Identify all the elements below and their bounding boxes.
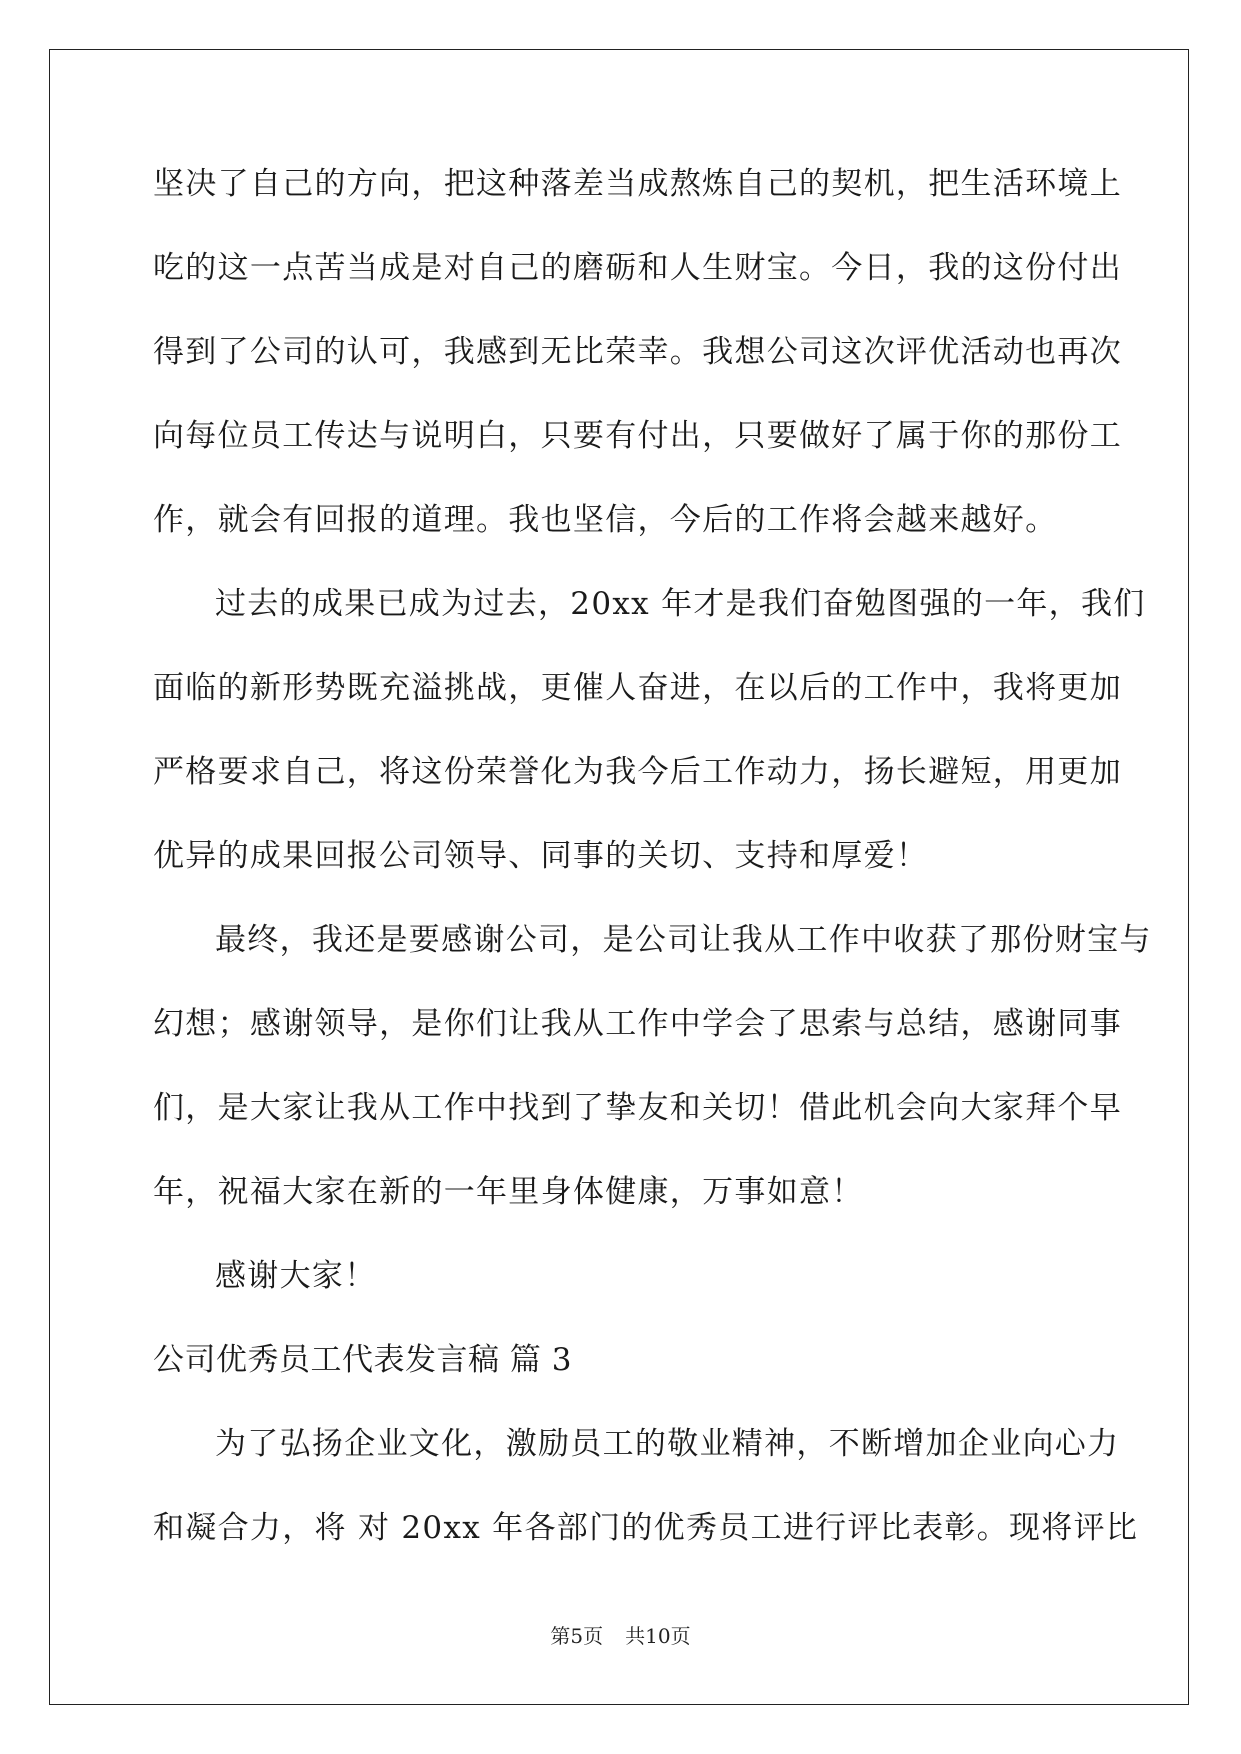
total-pages: 共10页 [625, 1624, 691, 1648]
body-text-line: 优异的成果回报公司领导、同事的关切、支持和厚爱！ [153, 838, 929, 874]
section-heading: 公司优秀员工代表发言稿 篇 3 [153, 1342, 572, 1378]
body-text-line: 作，就会有回报的道理。我也坚信，今后的工作将会越来越好。 [153, 502, 1058, 538]
paragraph-first-line: 最终，我还是要感谢公司，是公司让我从工作中收获了那份财宝与 [215, 922, 1152, 958]
body-text-line: 们，是大家让我从工作中找到了挚友和关切！借此机会向大家拜个早 [153, 1090, 1122, 1126]
body-text-line: 幻想；感谢领导，是你们让我从工作中学会了思索与总结，感谢同事 [153, 1006, 1122, 1042]
body-text-line: 向每位员工传达与说明白，只要有付出，只要做好了属于你的那份工 [153, 418, 1122, 454]
document-body [153, 154, 1152, 1582]
body-text-line: 和凝合力，将 对 20xx 年各部门的优秀员工进行评比表彰。现将评比 [153, 1510, 1139, 1546]
body-text-line: 得到了公司的认可，我感到无比荣幸。我想公司这次评优活动也再次 [153, 334, 1122, 370]
body-text-line: 吃的这一点苦当成是对自己的磨砺和人生财宝。今日，我的这份付出 [153, 250, 1122, 286]
closing-thanks: 感谢大家！ [215, 1258, 377, 1294]
body-text-line: 面临的新形势既充溢挑战，更催人奋进，在以后的工作中，我将更加 [153, 670, 1122, 706]
body-text-line: 坚决了自己的方向，把这种落差当成熬炼自己的契机，把生活环境上 [153, 166, 1122, 202]
body-text-line: 严格要求自己，将这份荣誉化为我今后工作动力，扬长避短，用更加 [153, 754, 1122, 790]
page-number: 第5页 [550, 1624, 604, 1648]
paragraph-first-line: 过去的成果已成为过去，20xx 年才是我们奋勉图强的一年，我们 [215, 586, 1146, 622]
body-text-line: 年，祝福大家在新的一年里身体健康，万事如意！ [153, 1174, 864, 1210]
paragraph-first-line: 为了弘扬企业文化，激励员工的敬业精神，不断增加企业向心力 [215, 1426, 1120, 1462]
page-footer [0, 1623, 1241, 1649]
